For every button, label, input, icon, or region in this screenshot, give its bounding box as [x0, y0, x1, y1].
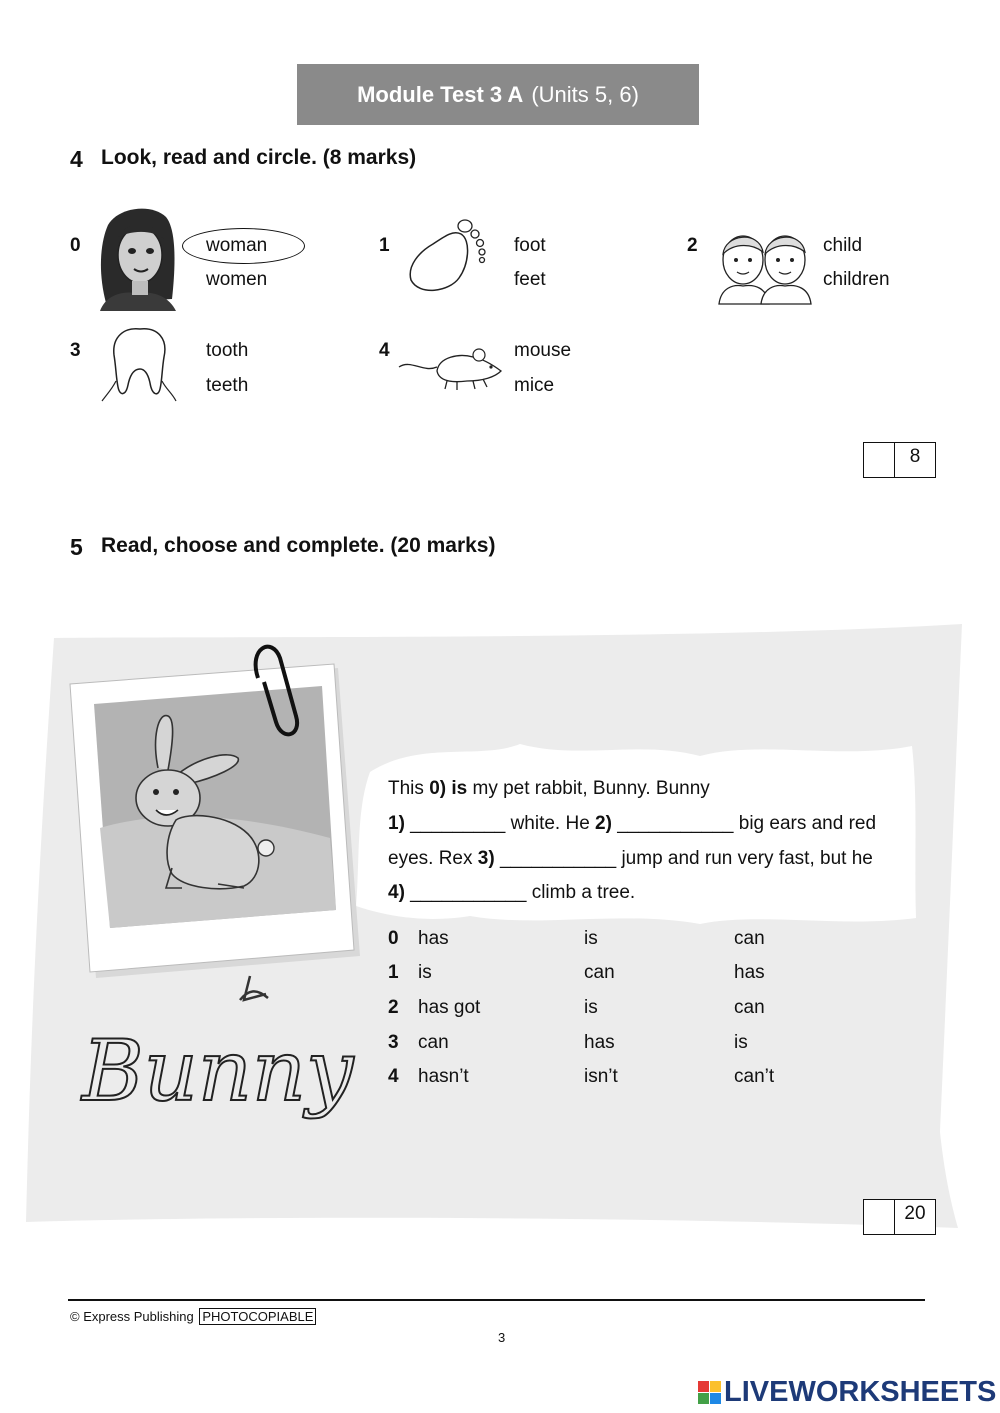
bunny-caption — [78, 970, 354, 1145]
item-number: 2 — [687, 235, 698, 256]
option-word[interactable]: women — [206, 269, 268, 290]
footer-divider — [68, 1299, 925, 1301]
option-word[interactable]: mouse — [514, 340, 572, 361]
option-b[interactable]: is — [584, 997, 598, 1018]
photocopiable-badge: PHOTOCOPIABLE — [199, 1308, 316, 1325]
page-number: 3 — [498, 1330, 506, 1345]
option-row: 4 hasn’t isn’t can’t — [388, 1066, 775, 1087]
option-word[interactable]: foot — [514, 235, 546, 256]
item-number: 3 — [70, 340, 81, 361]
footer-copyright: © Express Publishing PHOTOCOPIABLE — [70, 1309, 316, 1324]
option-c[interactable]: is — [734, 1032, 748, 1053]
option-c[interactable]: can’t — [734, 1066, 775, 1087]
text-line-3: eyes. Rex 3) ___________ jump and run very fast, but he — [388, 848, 873, 869]
option-word[interactable]: children — [823, 269, 890, 290]
option-row: 0 has is can — [388, 928, 765, 949]
text-line-1: This 0) is my pet rabbit, Bunny. Bunny — [388, 778, 710, 799]
score-entry[interactable] — [864, 1200, 895, 1234]
exercise-instruction: Look, read and circle. (8 marks) — [101, 146, 417, 169]
option-row: 2 has got is can — [388, 997, 765, 1018]
text-line-2: 1) _________ white. He 2) ___________ big ears and red — [388, 813, 877, 834]
item-number: 0 — [70, 235, 81, 256]
item-number: 1 — [379, 235, 390, 256]
exercise-instruction: Read, choose and complete. (20 marks) — [101, 534, 496, 557]
option-b[interactable]: is — [584, 928, 598, 949]
option-a[interactable]: can — [418, 1032, 449, 1053]
score-box — [863, 1199, 936, 1235]
option-row: 3 can has is — [388, 1032, 748, 1053]
gap-1[interactable]: _________ white. He — [404, 813, 596, 834]
option-c[interactable]: can — [734, 997, 765, 1018]
option-word[interactable]: tooth — [206, 340, 249, 361]
option-a[interactable]: is — [418, 962, 432, 983]
option-a[interactable]: has got — [418, 997, 481, 1018]
option-word[interactable]: child — [823, 235, 863, 256]
option-word[interactable]: feet — [514, 269, 546, 290]
option-word[interactable]: mice — [514, 375, 555, 396]
option-b[interactable]: has — [584, 1032, 615, 1053]
text-line-4: 4) ___________ climb a tree. — [388, 882, 636, 903]
title-bold: Module Test 3 A — [357, 81, 524, 107]
exercise-number: 5 — [70, 534, 83, 560]
option-c[interactable]: can — [734, 928, 765, 949]
option-a[interactable]: hasn’t — [418, 1066, 469, 1087]
gap-3[interactable]: ___________ jump and run very fast, but he — [494, 848, 873, 869]
gap-2[interactable]: ___________ big ears and red — [611, 813, 877, 834]
option-word[interactable]: woman — [206, 235, 268, 256]
title-units: (Units 5, 6) — [531, 81, 639, 107]
option-a[interactable]: has — [418, 928, 449, 949]
score-total: 20 — [904, 1203, 926, 1224]
option-row: 1 is can has — [388, 962, 765, 983]
caption-text: Bunny — [82, 1022, 354, 1120]
arrow-icon — [240, 976, 268, 1000]
rabbit-photo — [68, 638, 368, 988]
liveworksheets-logo-icon — [698, 1381, 721, 1404]
gap-4[interactable]: ___________ climb a tree. — [404, 882, 636, 903]
exercise-number: 4 — [70, 146, 83, 172]
option-c[interactable]: has — [734, 962, 765, 983]
option-word[interactable]: teeth — [206, 375, 249, 396]
score-total: 8 — [909, 446, 921, 467]
brand-name: LIVEWORKSHEETS — [724, 1375, 997, 1408]
option-b[interactable]: isn’t — [584, 1066, 618, 1087]
option-b[interactable]: can — [584, 962, 615, 983]
item-number: 4 — [379, 340, 390, 361]
liveworksheets-brand — [698, 1377, 996, 1407]
